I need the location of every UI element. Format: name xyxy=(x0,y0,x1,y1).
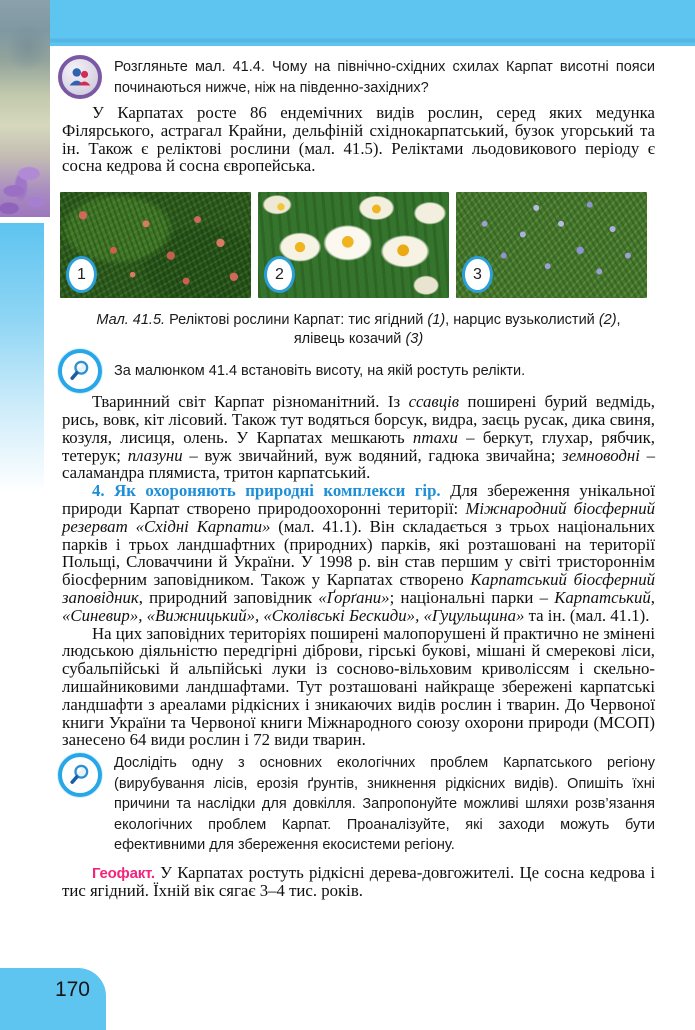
task-block-magnifier-2 xyxy=(58,753,655,856)
task-text: Дослідіть одну з основних екологічних проблем Карпатського регіону (вирубування лісів, ерозія ґрунтів, зникнення рідкісних видів). Опишіть їхні причини та наслідки для довкілля. Запропонуйте можливі шляхи розв’язання екологічних проблем Карпат. Проаналізуйте, які заходи можуть бути ефективними для збереження екосистеми регіону. xyxy=(114,755,655,854)
photo-number-badge xyxy=(462,256,493,293)
body-paragraph-fauna: Тваринний світ Карпат різноманітний. Із ссавців поширені бурий ведмідь, рись, вовк, кіт лісовий. Також тут водяться борсук, видра, заєць русак, дика свиня, козуля, лисиця, олень. У Карпатах мешкають птахи – беркут, глухар, рябчик, тетерук; плазуни – вуж звичайний, вуж водяний, гадюка звичайна; земноводні – саламандра плямиста, тритон карпатський. xyxy=(62,392,656,483)
magnifier-glyph xyxy=(67,762,93,788)
task-block-magnifier-1 xyxy=(58,349,655,393)
photo-number-badge xyxy=(264,256,295,293)
people-pair-glyph xyxy=(67,64,93,90)
photo-number: 2 xyxy=(275,265,284,283)
people-pair-icon xyxy=(58,55,102,99)
margin-photo-crocus-meadow xyxy=(0,0,50,217)
task-text: За малюнком 41.4 встановіть висоту, на якій ростуть релікти. xyxy=(114,362,526,379)
task-block-pair-question xyxy=(58,55,655,99)
page-number: 170 xyxy=(54,978,90,1001)
main-content-column xyxy=(62,46,655,900)
body-paragraph-protected-areas: 4. Як охороняють природні комплекси гір. Для збереження унікальної природи Карпат створено природоохоронні території: Міжнародний біосферний резерват «Східні Карпати» (мал. 41.1). Він складається з трьох національних парків і трьох ландшафтних (природних) парків, які розташовані на території Польщі, Словаччини й України. У 1998 р. він став першим у світі тристороннім біосферним заповідником. Також у Карпатах створено Карпатський біосферний заповідник, природний заповідник «Ґорґани»; національні парки – Карпатський, «Синевир», «Вижницький», «Сколівські Бескиди», «Гуцульщина» та ін. (мал. 41.1). xyxy=(62,481,656,625)
top-blue-bar xyxy=(0,0,695,46)
photo-number-badge xyxy=(66,256,97,293)
magnifier-icon xyxy=(58,349,102,393)
photo-number: 1 xyxy=(77,265,86,283)
body-paragraph-red-book: На цих заповідних територіях поширені малопорушені й практично не змінені людською діяльністю передгірні діброви, гірські букові, мішані й смерекові ліси, субальпійські й альпійські луки із сосново-вільховим криволіссям і скельно-лишайниковими ландшафтами. Тут розташовані найкраще збережені карпатські ландшафти з ареалами рідкісних і зникаючих видів рослин і тварин. До Червоної книги України та Червоної книги Міжнародного союзу охорони природи (МСОП) занесено 64 види рослин і 72 види тварин. xyxy=(62,623,655,750)
magnifier-icon xyxy=(58,753,102,797)
body-paragraph-endemics: У Карпатах росте 86 ендемічних видів рослин, серед яких медунка Філярського, астрагал Крайни, дельфіній східнокарпатський, бузок угорський та ін. Також є реліктові рослини (мал. 41.5). Реліктами льодовикового періоду є сосна кедрова й сосна європейська. xyxy=(62,103,655,176)
photo-number: 3 xyxy=(473,265,482,283)
photo-juniper xyxy=(456,192,647,298)
figure-photos xyxy=(60,192,655,298)
body-text-block xyxy=(62,393,655,749)
page-number-tab xyxy=(0,968,106,1030)
left-blue-gradient-strip xyxy=(0,223,44,493)
photo-yew-berry xyxy=(60,192,251,298)
photo-narcissus xyxy=(258,192,449,298)
task-text: Розгляньте мал. 41.4. Чому на північно-східних схилах Карпат висотні пояси починаються нижче, ніж на південно-західних? xyxy=(114,59,655,96)
figure-caption: Мал. 41.5. Реліктові рослини Карпат: тис ягідний (1), нарцис вузьколистий (2), ялівець козачий (3) xyxy=(96,312,621,348)
magnifier-glyph xyxy=(67,358,93,384)
geofact-paragraph: Геофакт. У Карпатах ростуть рідкісні дерева-довгожителі. Це сосна кедрова і тис ягідний. Їхній вік сягає 3–4 тис. років. xyxy=(62,862,655,901)
